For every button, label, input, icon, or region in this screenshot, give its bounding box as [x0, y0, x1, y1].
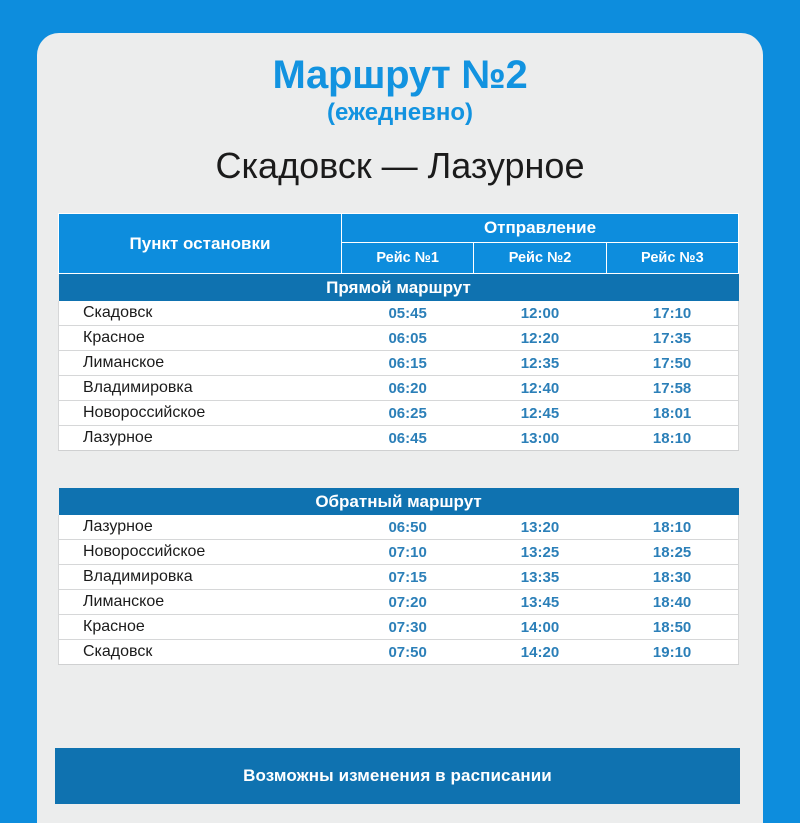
stop-name: Владимировка — [59, 565, 342, 590]
table-row — [59, 301, 739, 326]
departure-time: 07:50 — [342, 640, 474, 665]
column-header-trip-2: Рейс №2 — [474, 243, 606, 274]
departure-time: 12:40 — [474, 376, 606, 401]
departure-time: 18:30 — [606, 565, 738, 590]
departure-time: 13:45 — [474, 590, 606, 615]
departure-time: 06:50 — [342, 515, 474, 540]
forward-schedule-table — [58, 213, 739, 451]
stop-name: Владимировка — [59, 376, 342, 401]
stop-name: Красное — [59, 326, 342, 351]
route-frequency: (ежедневно) — [326, 99, 474, 127]
table-row — [59, 326, 739, 351]
departure-time: 05:45 — [342, 301, 474, 326]
departure-time: 13:20 — [474, 515, 606, 540]
section-band-label: Обратный маршрут — [59, 488, 739, 515]
column-header-trip-3: Рейс №3 — [606, 243, 738, 274]
departure-time: 12:20 — [474, 326, 606, 351]
departure-time: 06:05 — [342, 326, 474, 351]
table-row — [59, 640, 739, 665]
departure-time: 06:45 — [342, 426, 474, 451]
stop-name: Лазурное — [59, 426, 342, 451]
departure-time: 14:20 — [474, 640, 606, 665]
schedule-card — [37, 33, 763, 823]
table-row — [59, 565, 739, 590]
departure-time: 18:10 — [606, 515, 738, 540]
table-row — [59, 540, 739, 565]
departure-time: 19:10 — [606, 640, 738, 665]
table-row — [59, 426, 739, 451]
departure-time: 12:35 — [474, 351, 606, 376]
section-band-return — [59, 488, 739, 515]
schedule-change-notice: Возможны изменения в расписании — [55, 748, 740, 804]
stop-name: Лиманское — [59, 351, 342, 376]
stop-name: Новороссийское — [59, 401, 342, 426]
departure-time: 14:00 — [474, 615, 606, 640]
departure-time: 13:00 — [474, 426, 606, 451]
departure-time: 06:25 — [342, 401, 474, 426]
stop-name: Красное — [59, 615, 342, 640]
table-row — [59, 376, 739, 401]
departure-time: 18:10 — [606, 426, 738, 451]
stop-name: Новороссийское — [59, 540, 342, 565]
departure-time: 17:35 — [606, 326, 738, 351]
departure-time: 17:10 — [606, 301, 738, 326]
departure-time: 07:30 — [342, 615, 474, 640]
departure-time: 12:00 — [474, 301, 606, 326]
departure-time: 18:25 — [606, 540, 738, 565]
table-head — [59, 214, 739, 274]
title-block — [37, 33, 763, 186]
departure-time: 18:40 — [606, 590, 738, 615]
stop-name: Скадовск — [59, 640, 342, 665]
departure-time: 13:35 — [474, 565, 606, 590]
departure-time: 17:58 — [606, 376, 738, 401]
departure-time: 07:15 — [342, 565, 474, 590]
departure-time: 06:20 — [342, 376, 474, 401]
departure-time: 07:20 — [342, 590, 474, 615]
table-row — [59, 515, 739, 540]
departure-time: 18:50 — [606, 615, 738, 640]
section-band-label: Прямой маршрут — [59, 274, 739, 302]
table-row — [59, 615, 739, 640]
forward-table-body — [59, 274, 739, 451]
departure-time: 13:25 — [474, 540, 606, 565]
departure-time: 12:45 — [474, 401, 606, 426]
departure-time: 17:50 — [606, 351, 738, 376]
departure-time: 18:01 — [606, 401, 738, 426]
section-band-forward — [59, 274, 739, 302]
stop-name: Скадовск — [59, 301, 342, 326]
departure-time: 07:10 — [342, 540, 474, 565]
column-header-stop: Пункт остановки — [59, 214, 342, 274]
table-row — [59, 401, 739, 426]
route-endpoints: Скадовск — Лазурное — [215, 144, 585, 186]
table-head-row-1 — [59, 214, 739, 243]
return-schedule-table — [58, 488, 739, 665]
departure-time: 06:15 — [342, 351, 474, 376]
table-row — [59, 590, 739, 615]
return-table-body — [59, 488, 739, 665]
column-header-departure: Отправление — [342, 214, 739, 243]
column-header-trip-1: Рейс №1 — [342, 243, 474, 274]
stop-name: Лиманское — [59, 590, 342, 615]
stop-name: Лазурное — [59, 515, 342, 540]
table-row — [59, 351, 739, 376]
page-title: Маршрут №2 — [272, 53, 528, 97]
